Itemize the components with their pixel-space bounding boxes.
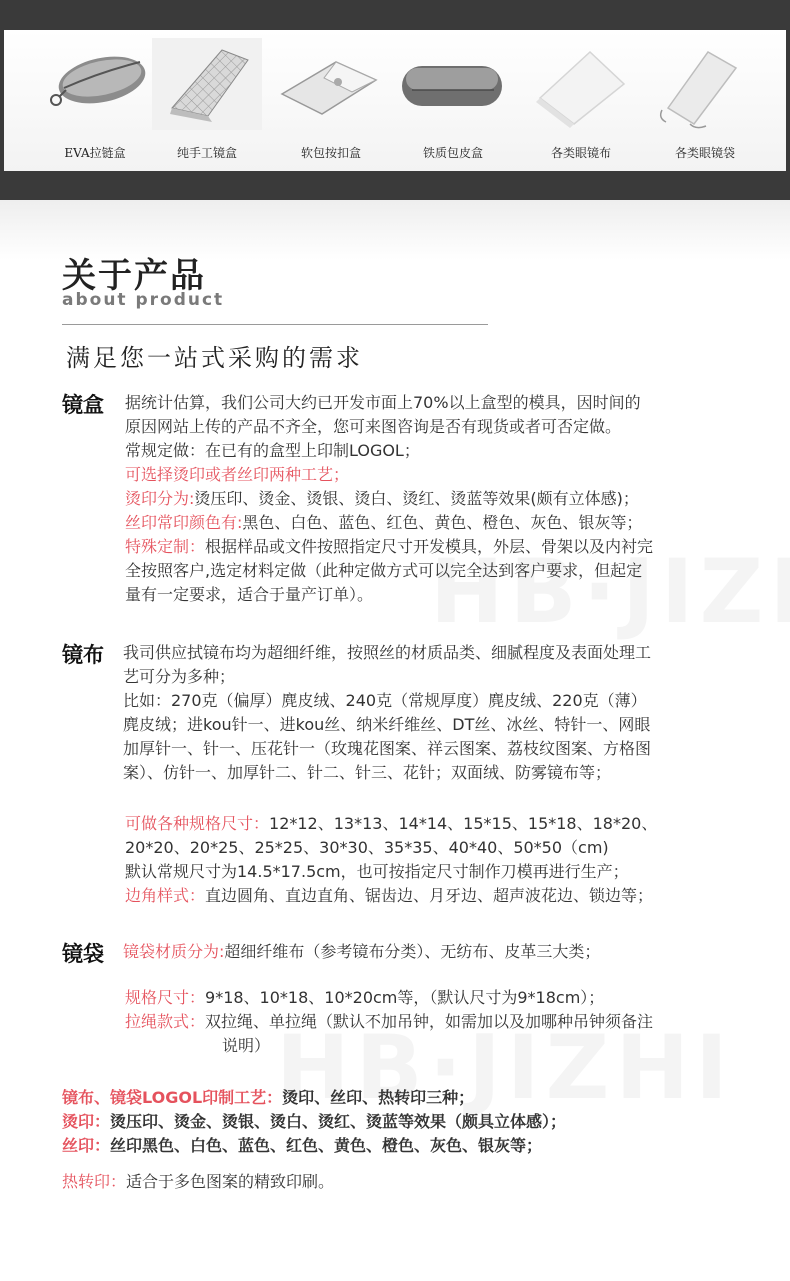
metal-case-icon xyxy=(398,38,508,130)
box-regular: 常规定做：在已有的盒型上印制LOGOL； xyxy=(125,441,420,460)
bag-size-text: 9*18、10*18、10*20cm等，（默认尺寸为9*18cm）； xyxy=(205,988,605,1007)
bag-material-text: 超细纤维布（参考镜布分类）、无纺布、皮革三大类； xyxy=(224,942,601,961)
product-item-metal-case[interactable] xyxy=(398,38,508,166)
product-item-handmade-case[interactable] xyxy=(152,38,262,166)
bag-details xyxy=(125,986,777,1058)
logo-hot-label: 烫印： xyxy=(62,1112,111,1131)
section-label-box: 镜盒 xyxy=(62,393,104,417)
logo-silk-text: 丝印黑色、白色、蓝色、红色、黄色、橙色、灰色、银灰等； xyxy=(110,1136,543,1155)
section-label-cloth: 镜布 xyxy=(62,643,104,667)
cloth-intro-line: 艺可分为多种； xyxy=(123,667,236,686)
snap-pouch-icon xyxy=(276,38,386,130)
cloth-size-text: 20*20、20*25、25*25、30*30、35*35、40*40、50*50（cm) xyxy=(125,838,609,857)
product-item-lens-cloth[interactable] xyxy=(526,38,636,166)
cloth-size-text: 12*12、13*13、14*14、15*15、15*18、18*20、 xyxy=(269,814,658,833)
product-item-glasses-bag[interactable] xyxy=(650,38,760,166)
section-cloth xyxy=(123,641,775,785)
cloth-example-line: 比如：270克（偏厚）麂皮绒、240克（常规厚度）麂皮绒、220克（薄） xyxy=(123,691,647,710)
page-subtitle: about product xyxy=(62,290,225,310)
box-hot-text: 烫压印、烫金、烫银、烫白、烫红、烫蓝等效果(颇有立体感)； xyxy=(194,489,639,508)
zipper-case-icon xyxy=(40,38,150,130)
section-logo-process xyxy=(62,1086,762,1158)
product-strip xyxy=(4,30,786,171)
handmade-case-icon xyxy=(152,38,262,130)
product-caption: EVA拉链盒 xyxy=(64,146,126,160)
cloth-example-line: 加厚针一、针一、压花针一（玫瑰花图案、祥云图案、荔枝纹图案、方格图 xyxy=(123,739,652,758)
cloth-edge-text: 直边圆角、直边直角、锯齿边、月牙边、超声波花边、锁边等； xyxy=(205,886,654,905)
box-custom-text: 全按照客户,选定材料定做（此种定做方式可以完全达到客户要求，但起定 xyxy=(125,561,643,580)
bag-size-label: 规格尺寸： xyxy=(125,988,206,1007)
box-intro-line: 原因网站上传的产品不齐全，您可来图咨询是否有现货或者可否定做。 xyxy=(125,417,622,436)
cloth-example-line: 麂皮绒；进kou针一、进kou丝、纳米纤维丝、DT丝、冰丝、特针一、网眼 xyxy=(123,715,651,734)
cloth-size-label: 可做各种规格尺寸： xyxy=(125,814,270,833)
box-silk-label: 丝印常印颜色有: xyxy=(125,513,243,532)
box-options: 可选择烫印或者丝印两种工艺； xyxy=(125,465,350,484)
bag-rope-text: 双拉绳、单拉绳（默认不加吊钟，如需加以及加哪种吊钟须备注 xyxy=(205,1012,654,1031)
box-silk-text: 黑色、白色、蓝色、红色、黄色、橙色、灰色、银灰等； xyxy=(242,513,643,532)
product-caption: 软包按扣盒 xyxy=(300,146,361,160)
box-custom-label: 特殊定制： xyxy=(125,537,206,556)
product-caption: 各类眼镜布 xyxy=(550,146,611,160)
bag-rope-text: 说明） xyxy=(222,1036,271,1055)
lens-cloth-icon xyxy=(526,38,636,130)
logo-transfer-label: 热转印： xyxy=(62,1172,127,1191)
cloth-edge-label: 边角样式： xyxy=(125,886,206,905)
box-custom-text: 根据样品或文件按照指定尺寸开发模具，外层、骨架以及内衬完 xyxy=(205,537,654,556)
logo-process-text: 烫印、丝印、热转印三种； xyxy=(282,1088,475,1107)
product-item-eva-case[interactable] xyxy=(40,38,150,166)
cloth-example-line: 案）、仿针一、加厚针二、针二、针三、花针；双面绒、防雾镜布等； xyxy=(123,763,612,782)
title-divider xyxy=(62,324,488,325)
cloth-intro-line: 我司供应拭镜布均为超细纤维，按照丝的材质品类、细腻程度及表面处理工 xyxy=(123,643,652,662)
logo-process-label: 镜布、镜袋LOGOL印制工艺： xyxy=(62,1088,283,1107)
section-label-bag: 镜袋 xyxy=(62,942,104,966)
bag-rope-label: 拉绳款式： xyxy=(125,1012,206,1031)
bag-material-label: 镜袋材质分为: xyxy=(123,942,225,961)
logo-silk-label: 丝印： xyxy=(62,1136,111,1155)
page-title: 关于产品 xyxy=(62,256,206,296)
product-item-snap-pouch[interactable] xyxy=(276,38,386,166)
logo-transfer xyxy=(62,1170,762,1194)
logo-transfer-text: 适合于多色图案的精致印刷。 xyxy=(126,1172,335,1191)
product-caption: 各类眼镜袋 xyxy=(674,146,735,160)
product-caption: 铁质包皮盒 xyxy=(422,146,483,160)
cloth-sizes xyxy=(125,812,777,908)
cloth-default-size: 默认常规尺寸为14.5*17.5cm，也可按指定尺寸制作刀模再进行生产； xyxy=(125,862,629,881)
slogan: 满足您一站式采购的需求 xyxy=(66,344,363,372)
section-bag xyxy=(123,940,775,964)
box-hot-label: 烫印分为: xyxy=(125,489,195,508)
product-caption: 纯手工镜盒 xyxy=(176,146,237,160)
box-intro-line: 据统计估算，我们公司大约已开发市面上70%以上盒型的模具，因时间的 xyxy=(125,393,641,412)
glasses-bag-icon xyxy=(650,38,760,130)
section-box xyxy=(125,391,775,607)
logo-hot-text: 烫压印、烫金、烫银、烫白、烫红、烫蓝等效果（颇具立体感）； xyxy=(110,1112,567,1131)
box-custom-text: 量有一定要求，适合于量产订单）。 xyxy=(125,585,374,604)
